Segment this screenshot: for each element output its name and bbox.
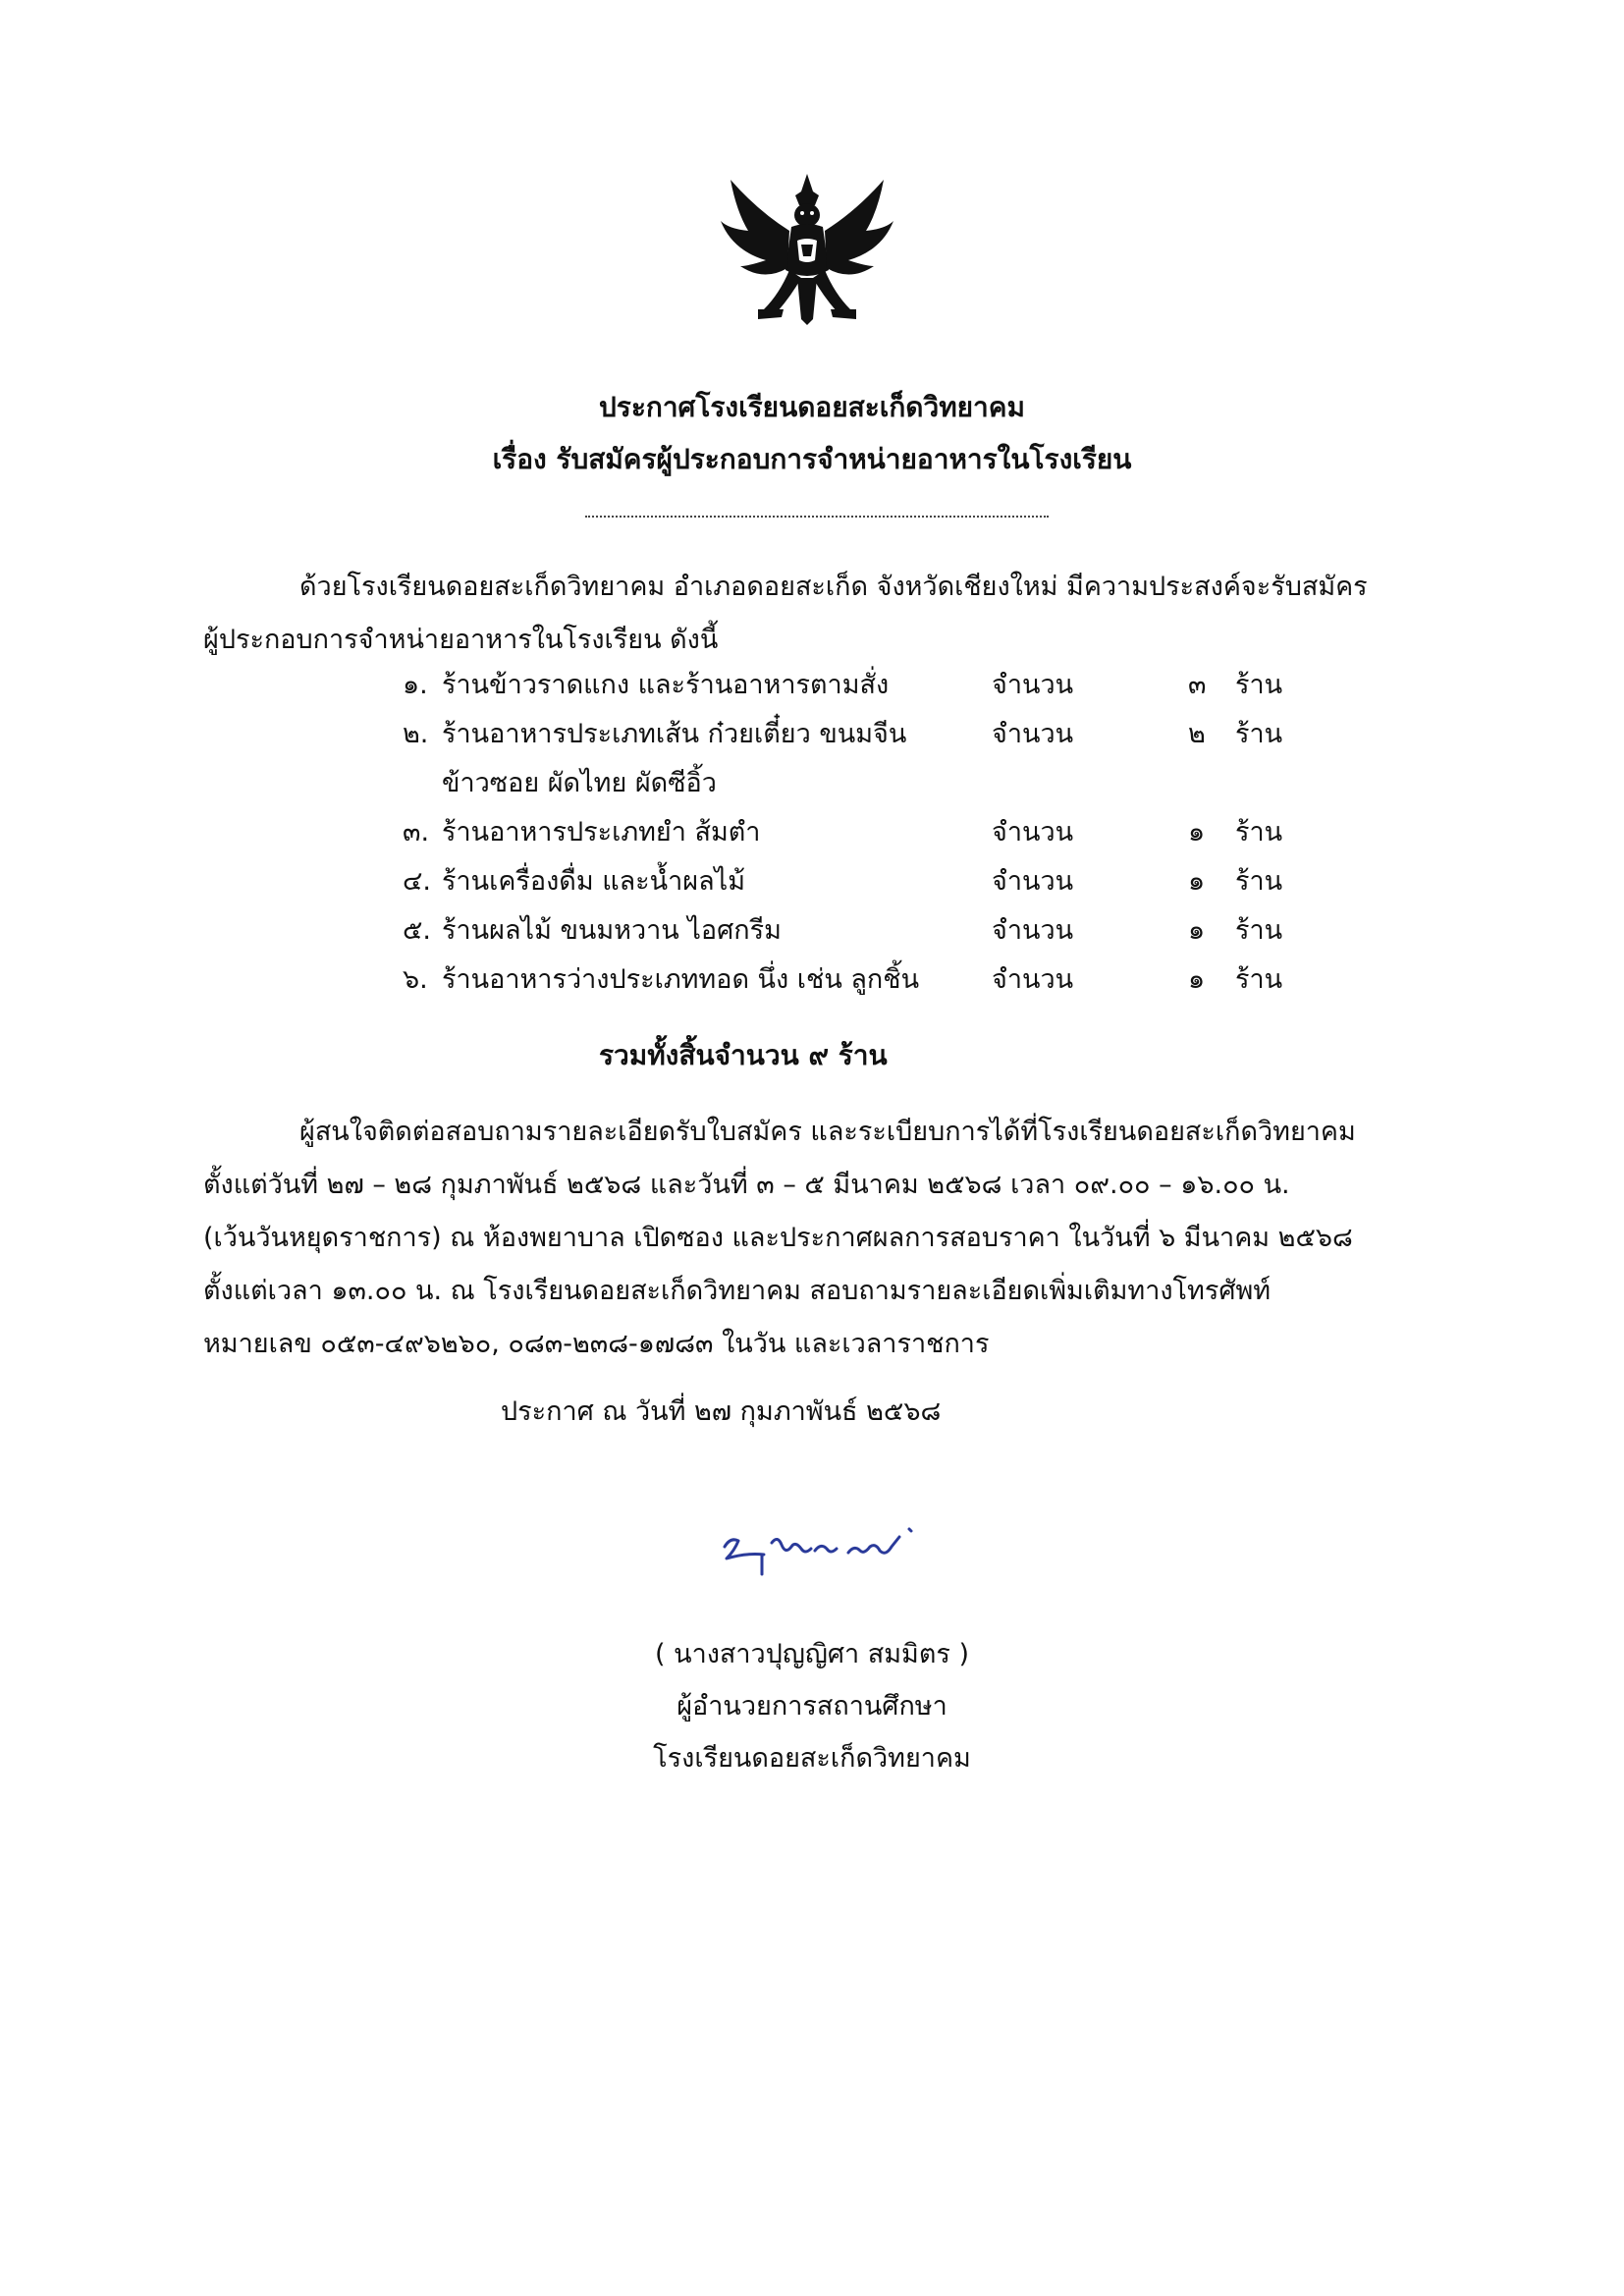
item-number: ๕.: [403, 915, 432, 946]
item-unit: ร้าน: [1235, 817, 1283, 847]
item-name: ร้านอาหารประเภทเส้น ก๋วยเตี๋ยว ขนมจีน: [442, 719, 907, 749]
item-unit-label: จำนวน: [992, 866, 1074, 897]
item-unit-label: จำนวน: [992, 817, 1074, 847]
details-line-3: (เว้นวันหยุดราชการ) ณ ห้องพยาบาล เปิดซอง และประกาศผลการสอบราคา ในวันที่ ๖ มีนาคม ๒๕๖๘: [203, 1223, 1353, 1253]
item-unit: ร้าน: [1235, 866, 1283, 897]
handwritten-signature-icon: [717, 1517, 933, 1586]
item-unit: ร้าน: [1235, 670, 1283, 700]
item-number: ๖.: [403, 964, 428, 995]
details-line-4: ตั้งแต่เวลา ๑๓.๐๐ น. ณ โรงเรียนดอยสะเก็ดวิทยาคม สอบถามรายละเอียดเพิ่มเติมทางโทรศัพท์: [203, 1276, 1272, 1306]
announcement-title: ประกาศโรงเรียนดอยสะเก็ดวิทยาคม: [599, 391, 1025, 423]
item-number: ๔.: [403, 866, 432, 897]
item-name: ร้านอาหารว่างประเภททอด นึ่ง เช่น ลูกชิ้น: [442, 964, 920, 995]
item-name: ร้านข้าวราดแกง และร้านอาหารตามสั่ง: [442, 670, 890, 700]
details-line-5: หมายเลข ๐๕๓-๔๙๖๒๖๐, ๐๘๓-๒๓๘-๑๗๘๓ ในวัน และเวลาราชการ: [203, 1329, 990, 1359]
item-number: ๓.: [403, 817, 430, 847]
list-item: [403, 813, 1286, 852]
item-name: ร้านผลไม้ ขนมหวาน ไอศกรีม: [442, 915, 782, 946]
item-name-continued: ข้าวซอย ผัดไทย ผัดซีอิ้ว: [442, 768, 717, 798]
item-unit-label: จำนวน: [992, 719, 1074, 749]
item-number: ๑.: [403, 670, 428, 700]
intro-line-1: ด้วยโรงเรียนดอยสะเก็ดวิทยาคม อำเภอดอยสะเก็ด จังหวัดเชียงใหม่ มีความประสงค์จะรับสมัคร: [299, 572, 1368, 602]
item-quantity: ๑: [1188, 817, 1206, 847]
item-unit: ร้าน: [1235, 964, 1283, 995]
item-name: ร้านเครื่องดื่ม และน้ำผลไม้: [442, 866, 746, 897]
list-item: [403, 960, 1286, 1000]
garuda-emblem-icon: [719, 172, 895, 329]
details-line-1: ผู้สนใจติดต่อสอบถามรายละเอียดรับใบสมัคร และระเบียบการได้ที่โรงเรียนดอยสะเก็ดวิทยาคม: [299, 1117, 1356, 1147]
title-divider: [585, 516, 1049, 518]
item-quantity: ๓: [1188, 670, 1207, 700]
item-quantity: ๑: [1188, 866, 1206, 897]
item-unit: ร้าน: [1235, 719, 1283, 749]
item-unit-label: จำนวน: [992, 670, 1074, 700]
announce-date: ประกาศ ณ วันที่ ๒๗ กุมภาพันธ์ ๒๕๖๘: [501, 1396, 942, 1427]
item-quantity: ๒: [1188, 719, 1206, 749]
signer-position: ผู้อำนวยการสถานศึกษา: [677, 1691, 947, 1722]
total-count: รวมทั้งสิ้นจำนวน ๙ ร้าน: [599, 1039, 888, 1071]
intro-line-2: ผู้ประกอบการจำหน่ายอาหารในโรงเรียน ดังนี้: [203, 625, 719, 655]
item-quantity: ๑: [1188, 964, 1206, 995]
list-item: [403, 911, 1286, 951]
item-unit: ร้าน: [1235, 915, 1283, 946]
list-item: [403, 862, 1286, 902]
item-number: ๒.: [403, 719, 429, 749]
item-unit-label: จำนวน: [992, 915, 1074, 946]
list-item: [403, 715, 1286, 754]
announcement-subject: เรื่อง รับสมัครผู้ประกอบการจำหน่ายอาหารในโรงเรียน: [492, 443, 1132, 475]
signer-name: ( นางสาวปุญญิศา สมมิตร ): [655, 1639, 969, 1669]
item-unit-label: จำนวน: [992, 964, 1074, 995]
signer-organization: โรงเรียนดอยสะเก็ดวิทยาคม: [653, 1743, 971, 1774]
details-line-2: ตั้งแต่วันที่ ๒๗ – ๒๘ กุมภาพันธ์ ๒๕๖๘ และวันที่ ๓ – ๕ มีนาคม ๒๕๖๘ เวลา ๐๙.๐๐ – ๑๖.๐๐ น.: [203, 1170, 1290, 1200]
item-quantity: ๑: [1188, 915, 1206, 946]
item-name: ร้านอาหารประเภทยำ ส้มตำ: [442, 817, 761, 847]
list-item: [403, 666, 1286, 705]
